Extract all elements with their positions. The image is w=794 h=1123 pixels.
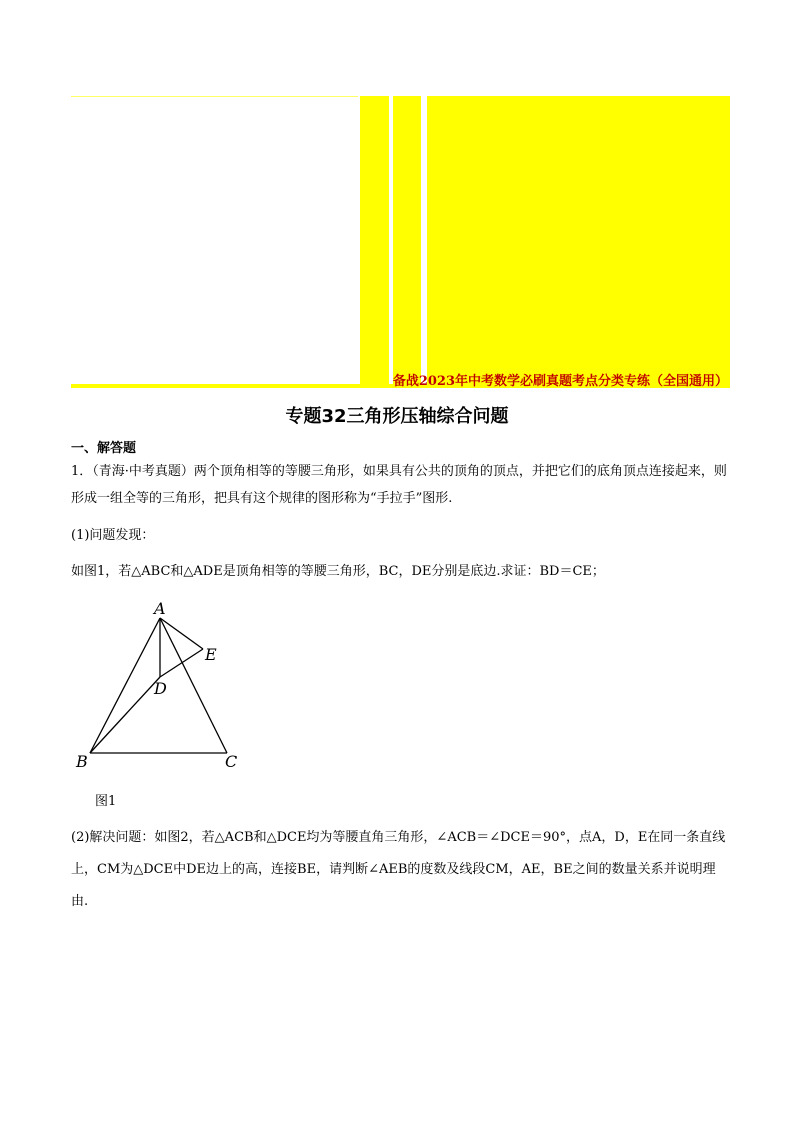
- question-1-part2-text: (2)解决问题：如图2，若△ACB和△DCE均为等腰直角三角形，∠ACB＝∠DCE＝90°，点A，D，E在同一条直线上，CM为△DCE中DE边上的高，连接BE，请判断∠AEB的度数及线段CM，AE，BE之间的数量关系并说明理由.: [71, 830, 726, 909]
- label-a: A: [154, 602, 166, 618]
- figure-1-caption: 图1: [95, 794, 117, 809]
- label-c: C: [225, 752, 238, 771]
- segment-ab: [90, 618, 160, 753]
- question-1-intro: 1．（青海·中考真题）两个顶角相等的等腰三角形，如果具有公共的顶角的顶点，并把它们的底角顶点连接起来，则形成一组全等的三角形，把具有这个规律的图形称为“手拉手”图形.: [71, 464, 727, 506]
- banner-yellow-strip: [360, 96, 389, 388]
- series-title: 备战2023年中考数学必刷真题考点分类专练（全国通用）: [392, 374, 728, 389]
- label-d: D: [154, 679, 167, 698]
- segment-bd: [90, 677, 160, 753]
- label-b: B: [76, 752, 88, 771]
- section-heading: 一、解答题: [71, 441, 137, 456]
- banner-yellow-strip: [393, 96, 421, 388]
- figure-1-diagram: [70, 602, 250, 777]
- banner-yellow-panel: [427, 96, 730, 388]
- segment-ae: [160, 618, 203, 649]
- question-1-part1-text: 如图1，若△ABC和△ADE是顶角相等的等腰三角形，BC，DE分别是底边.求证：BD＝CE；: [71, 564, 605, 579]
- page-title: 专题32三角形压轴综合问题: [285, 406, 509, 427]
- question-1-part1-label: (1)问题发现：: [71, 528, 155, 543]
- segment-ac: [160, 618, 227, 753]
- segment-de: [160, 649, 203, 677]
- label-e: E: [205, 645, 217, 664]
- banner-blank-panel: [71, 96, 358, 385]
